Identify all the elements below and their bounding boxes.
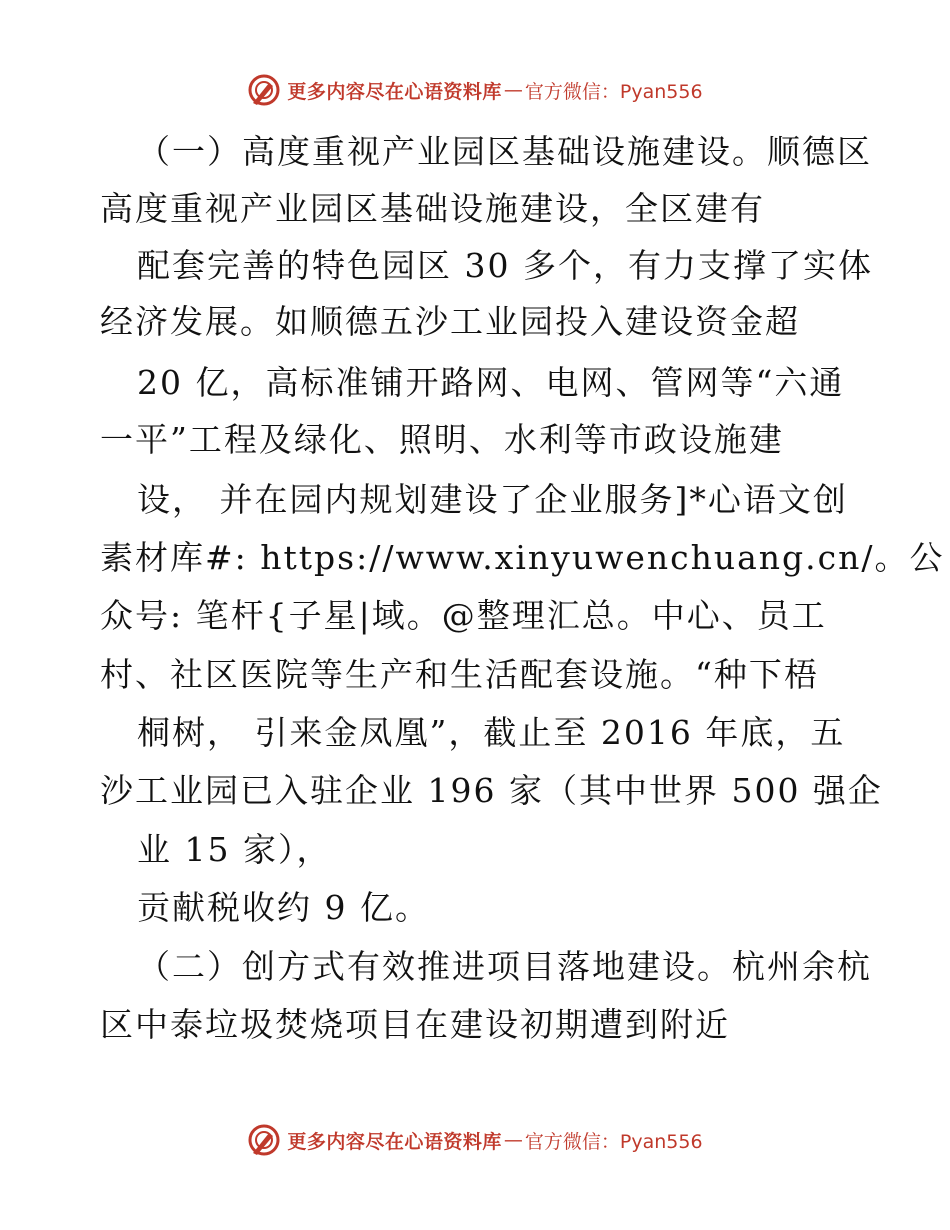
pen-logo-icon [247, 73, 281, 107]
text-line: （二）创方式有效推进项目落地建设。杭州余杭 [137, 947, 872, 986]
text-line: 配套完善的特色园区 30 多个，有力支撑了实体 [137, 246, 873, 285]
header-banner [0, 70, 950, 110]
text-line: 村、社区医院等生产和生活配套设施。“种下梧 [100, 655, 819, 694]
text-line: 20 亿，高标准铺开路网、电网、管网等“六通 [137, 363, 845, 402]
text-line: 设， 并在园内规划建设了企业服务]*心语文创 [137, 480, 848, 519]
banner-wechat-text: 官方微信：Pyan556 [524, 80, 703, 103]
text-line: 桐树， 引来金凤凰”，截止至 2016 年底，五 [137, 713, 846, 752]
banner-separator: — [503, 1129, 523, 1151]
text-line: 贡献税收约 9 亿。 [137, 888, 430, 927]
text-line: 区中泰垃圾焚烧项目在建设初期遭到附近 [100, 1005, 730, 1044]
banner-main-text: 更多内容尽在心语资料库 [287, 80, 502, 103]
text-line: 众号: 笔杆{子星|域。@整理汇总。中心、员工 [100, 596, 827, 635]
text-line: 素材库#: https://www.xinyuwenchuang.cn/。公 [100, 538, 945, 577]
text-line: 高度重视产业园区基础设施建设，全区建有 [100, 189, 765, 228]
text-line: 一平”工程及绿化、照明、水利等市政设施建 [100, 420, 784, 459]
text-line: （一）高度重视产业园区基础设施建设。顺德区 [137, 132, 872, 171]
banner-main-text: 更多内容尽在心语资料库 [287, 1130, 502, 1153]
banner-wechat-text: 官方微信：Pyan556 [524, 1130, 703, 1153]
pen-logo-icon [247, 1123, 281, 1157]
text-line: 经济发展。如顺德五沙工业园投入建设资金超 [100, 302, 800, 341]
banner-separator: — [503, 79, 523, 101]
text-line: 沙工业园已入驻企业 196 家（其中世界 500 强企 [100, 771, 883, 810]
footer-banner [0, 1120, 950, 1160]
text-line: 业 15 家）， [137, 830, 332, 869]
